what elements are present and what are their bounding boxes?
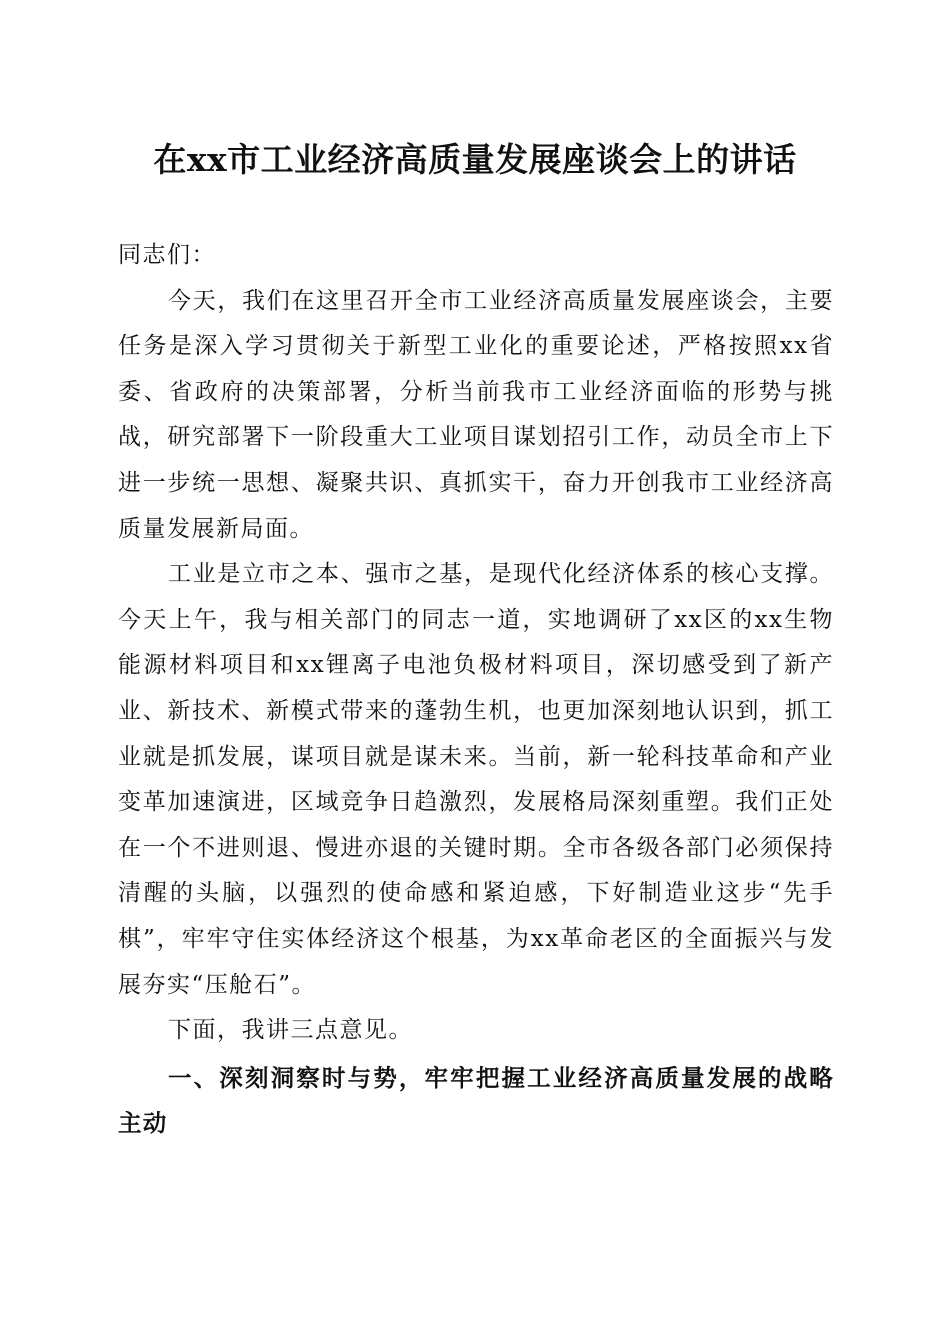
paragraph-industry: 工业是立市之本、强市之基，是现代化经济体系的核心支撑。今天上午，我与相关部门的同志一道，实地调研了xx区的xx生物能源材料项目和xx锂离子电池负极材料项目，深切感受到了新产业、新技术、新模式带来的蓬勃生机，也更加深刻地认识到，抓工业就是抓发展，谋项目就是谋未来。当前，新一轮科技革命和产业变革加速演进，区域竞争日趋激烈，发展格局深刻重塑。我们正处在一个不进则退、慢进亦退的关键时期。全市各级各部门必须保持清醒的头脑，以强烈的使命感和紧迫感，下好制造业这步“先手棋”，牢牢守住实体经济这个根基，为xx革命老区的全面振兴与发展夯实“压舱石”。	[118, 561, 834, 998]
section-heading-1: 一、深刻洞察时与势，牢牢把握工业经济高质量发展的战略主动	[118, 1063, 834, 1138]
document-body	[118, 233, 834, 1147]
document-title: 在xx市工业经济高质量发展座谈会上的讲话	[153, 140, 797, 179]
salutation: 同志们：	[118, 242, 216, 268]
paragraph-opening: 今天，我们在这里召开全市工业经济高质量发展座谈会，主要任务是深入学习贯彻关于新型工业化的重要论述，严格按照xx省委、省政府的决策部署，分析当前我市工业经济面临的形势与挑战，研究部署下一阶段重大工业项目谋划招引工作，动员全市上下进一步统一思想、凝聚共识、真抓实干，奋力开创我市工业经济高质量发展新局面。	[118, 287, 834, 542]
paragraph-transition: 下面，我讲三点意见。	[168, 1017, 413, 1044]
